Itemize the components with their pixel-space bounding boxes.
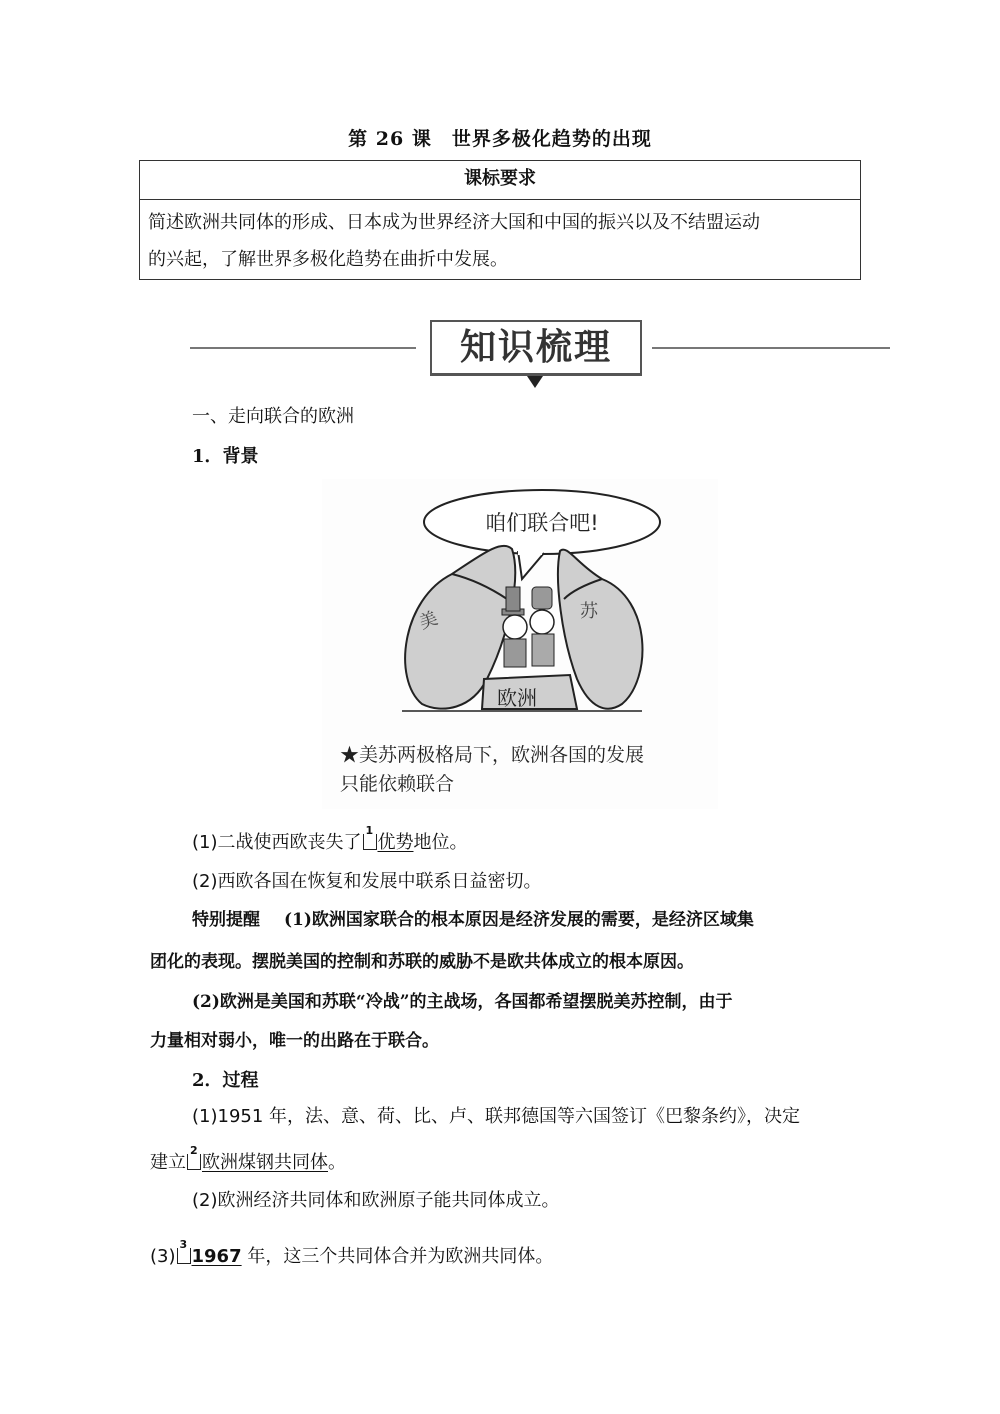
svg-text:美: 美 [416, 607, 441, 634]
svg-text:苏: 苏 [580, 601, 598, 622]
answer-blank: 1 优势 [362, 832, 414, 853]
background-point-1: (1)二战使西欧丧失了 1 优势地位。 [192, 824, 468, 853]
special-reminder-p1: 特别提醒 (1)欧洲国家联合的根本原因是经济发展的需要，是经济区域集 [192, 910, 754, 930]
process-point-1: (1)1951 年，法、意、荷、比、卢、联邦德国等六国签订《巴黎条约》，决定 [192, 1106, 801, 1127]
triangle-down-icon [527, 376, 543, 388]
divider-left [190, 347, 416, 349]
banner-label: 知识梳理 [430, 320, 642, 376]
answer-blank: 3 1967 [176, 1246, 242, 1267]
blank-number-marker: 1 [363, 834, 377, 850]
subsection-heading-background: 1．背景 [192, 446, 259, 467]
blank-number-marker: 2 [187, 1154, 201, 1170]
blank-number-marker: 3 [177, 1248, 191, 1264]
special-reminder-p2-cont: 力量相对弱小，唯一的出路在于联合。 [150, 1031, 439, 1051]
caption-line: 只能依赖联合 [340, 773, 455, 795]
lesson-title: 第 26 课 世界多极化趋势的出现 [348, 128, 652, 150]
process-point-1-cont: 建立 2 欧洲煤钢共同体。 [150, 1144, 346, 1173]
process-point-2: (2)欧洲经济共同体和欧洲原子能共同体成立。 [192, 1190, 560, 1211]
special-reminder-p1-cont: 团化的表现。摆脱美国的控制和苏联的威胁不是欧共体成立的根本原因。 [150, 952, 694, 972]
figure-caption [340, 741, 710, 799]
reminder-label: 特别提醒 [192, 910, 260, 930]
process-point-3: (3) 3 1967 年，这三个共同体合并为欧洲共同体。 [150, 1238, 554, 1267]
requirements-heading: 课标要求 [140, 161, 860, 200]
caption-line: ★美苏两极格局下，欧洲各国的发展 [340, 744, 645, 766]
curriculum-requirements-box [139, 160, 861, 280]
knowledge-review-banner [190, 318, 890, 388]
subsection-heading-process: 2．过程 [192, 1070, 259, 1091]
background-point-2: (2)西欧各国在恢复和发展中联系日益密切。 [192, 871, 542, 892]
requirements-line: 简述欧洲共同体的形成、日本成为世界经济大国和中国的振兴以及不结盟运动 [148, 212, 760, 233]
svg-text:咱们联合吧!: 咱们联合吧! [485, 511, 599, 535]
divider-right [652, 347, 890, 349]
svg-text:欧洲: 欧洲 [497, 686, 537, 710]
section-heading: 一、走向联合的欧洲 [192, 406, 354, 427]
cartoon-illustration [322, 479, 718, 729]
requirements-line: 的兴起，了解世界多极化趋势在曲折中发展。 [148, 249, 508, 270]
special-reminder-p2: (2)欧洲是美国和苏联“冷战”的主战场，各国都希望摆脱美苏控制，由于 [192, 992, 733, 1012]
answer-blank: 2 欧洲煤钢共同体 [186, 1152, 328, 1173]
cartoon-figure [322, 479, 718, 809]
requirements-body [140, 200, 860, 278]
